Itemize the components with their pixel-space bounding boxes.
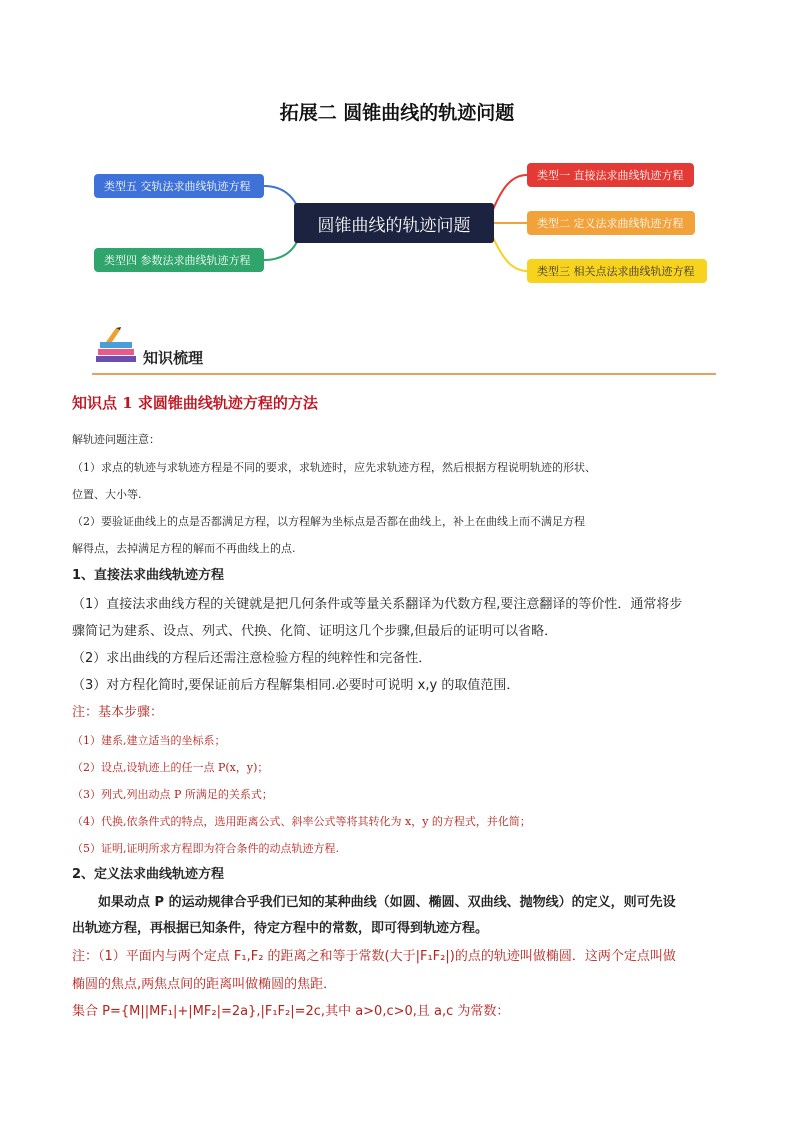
section-divider	[92, 373, 716, 375]
s1-p1-line1: （1）直接法求曲线方程的关键就是把几何条件或等量关系翻译为代数方程,要注意翻译的等价性．通常将步	[72, 597, 683, 612]
mindmap-node-type4: 类型四 参数法求曲线轨迹方程	[94, 248, 264, 272]
s1-step: （2）设点,设轨迹上的任一点 P(x，y)；	[72, 761, 269, 774]
s2-note-line1: 注：（1）平面内与两个定点 F₁,F₂ 的距离之和等于常数(大于|F₁F₂|)的点的轨迹叫做椭圆．这两个定点叫做	[72, 949, 676, 964]
books-icon	[92, 326, 142, 372]
section-header: 知识梳理	[143, 349, 204, 367]
intro-p1-line1: （1）求点的轨迹与求轨迹方程是不同的要求，求轨迹时，应先求轨迹方程，然后根据方程说明轨迹的形状、	[72, 461, 596, 474]
s1-note: 注：基本步骤：	[72, 705, 164, 720]
s1-step: （1）建系,建立适当的坐标系；	[72, 734, 226, 747]
s2-heading: 2、定义法求曲线轨迹方程	[72, 867, 225, 882]
s2-set-definition: 集合 P={M||MF₁|+|MF₂|=2a},|F₁F₂|=2c,其中 a>0,c>0,且 a,c 为常数：	[72, 1004, 510, 1019]
mindmap-node-type1: 类型一 直接法求曲线轨迹方程	[527, 163, 694, 187]
s1-step: （5）证明,证明所求方程即为符合条件的动点轨迹方程.	[72, 842, 339, 855]
page-title: 拓展二 圆锥曲线的轨迹问题	[279, 102, 515, 124]
mindmap-node-type3: 类型三 相关点法求曲线轨迹方程	[527, 259, 707, 283]
s1-step: （4）代换,依条件式的特点，选用距离公式、斜率公式等将其转化为 x，y 的方程式，并化简；	[72, 815, 531, 828]
mindmap-center-node: 圆锥曲线的轨迹问题	[294, 203, 494, 243]
knowledge-point-title: 知识点 1 求圆锥曲线轨迹方程的方法	[72, 394, 318, 412]
mindmap-node-type2: 类型二 定义法求曲线轨迹方程	[527, 211, 695, 235]
s1-p3: （3）对方程化简时,要保证前后方程解集相同.必要时可说明 x,y 的取值范围．	[72, 678, 520, 693]
s2-p1-line2: 出轨迹方程，再根据已知条件，待定方程中的常数，即可得到轨迹方程。	[72, 921, 489, 936]
s1-heading: 1、直接法求曲线轨迹方程	[72, 568, 225, 583]
s1-p2: （2）求出曲线的方程后还需注意检验方程的纯粹性和完备性．	[72, 651, 432, 666]
intro-p2-line1: （2）要验证曲线上的点是否都满足方程，以方程解为坐标点是否都在曲线上，补上在曲线上而不满足方程	[72, 515, 585, 528]
s1-step: （3）列式,列出动点 P 所满足的关系式；	[72, 788, 273, 801]
intro-p2-line2: 解得点，去掉满足方程的解而不再曲线上的点.	[72, 542, 296, 555]
s1-p1-line2: 骤简记为建系、设点、列式、代换、化简、证明这几个步骤,但最后的证明可以省略．	[72, 624, 558, 639]
s2-note-line2: 椭圆的焦点,两焦点间的距离叫做椭圆的焦距．	[72, 977, 337, 992]
s2-p1-line1: 如果动点 P 的运动规律合乎我们已知的某种曲线（如圆、椭圆、双曲线、抛物线）的定义，则可先设	[98, 895, 676, 910]
intro-lead: 解轨迹问题注意：	[72, 433, 160, 446]
mindmap-node-type5: 类型五 交轨法求曲线轨迹方程	[94, 174, 264, 198]
intro-p1-line2: 位置、大小等.	[72, 488, 142, 501]
